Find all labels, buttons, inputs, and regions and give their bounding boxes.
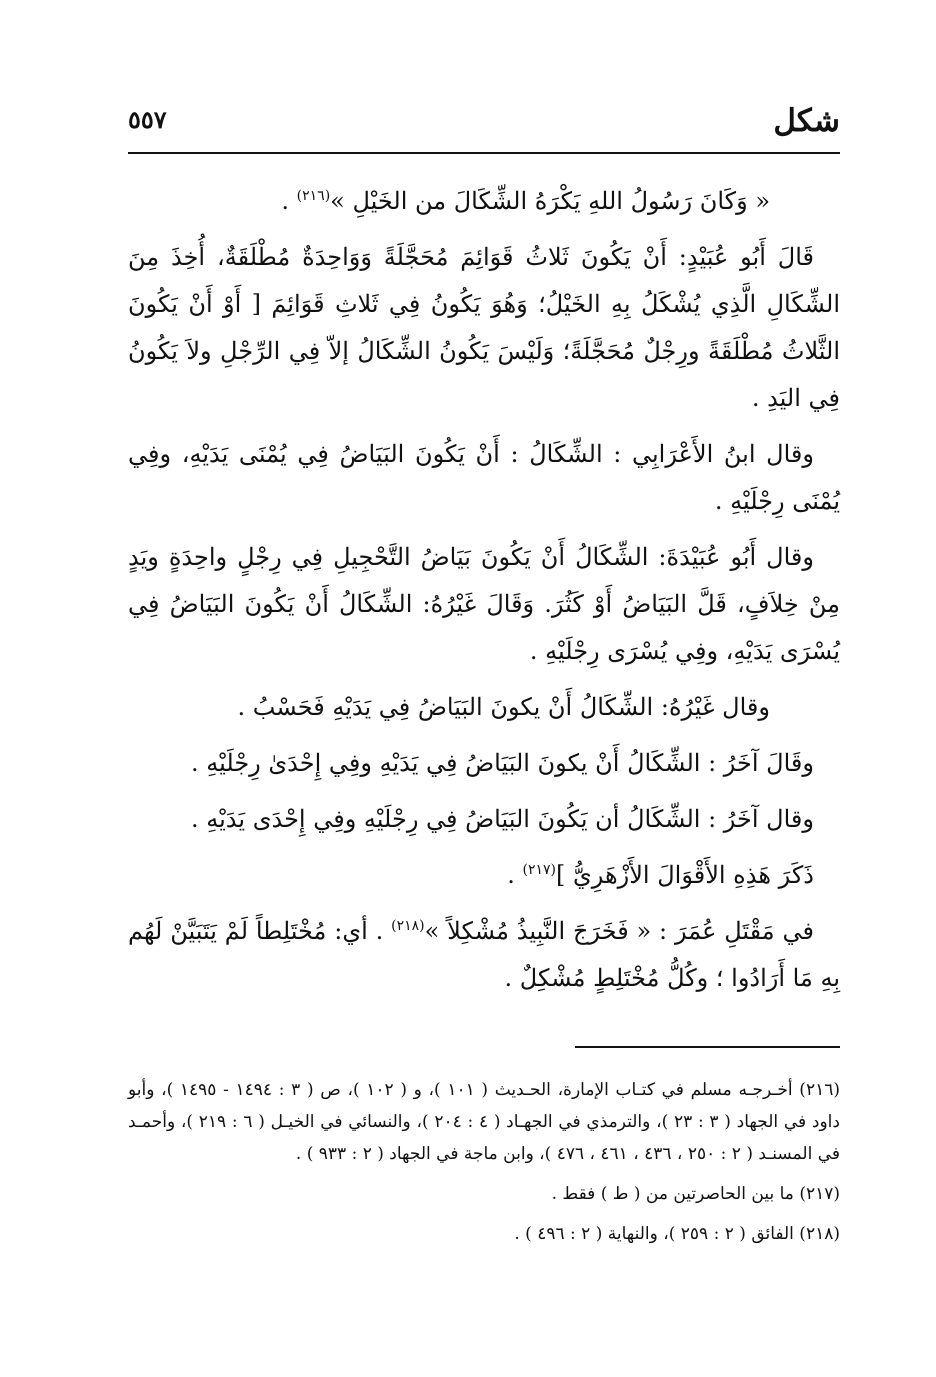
footnotes [128, 1074, 840, 1258]
page-header [128, 96, 840, 156]
paragraph-hadith: « وَكَانَ رَسُولُ اللهِ يَكْرَهُ الشِّكَالَ من الخَيْلِ »$^{(٢١٦)}$ . [281, 187, 770, 215]
paragraph-ibn-alarabi: وقال ابنُ الأَعْرَابِي : الشِّكَالُ : أَنْ يَكُونَ البَيَاضُ فِي يُمْنَى يَدَيْهِ، وفِي يُمْنَى رِجْلَيْهِ . [128, 440, 840, 515]
footnote-ref-217[interactable]: (٢١٧) [522, 862, 556, 878]
paragraph-other-2: وقَالَ آخَرُ : الشِّكَالُ أَنْ يكونَ البَيَاضُ فِي يَدَيْهِ وفِي إِحْدَىٰ رِجْلَيْهِ . [191, 749, 814, 777]
footnote-216: (٢١٦) أخـرجـه مسلم في كتـاب الإمارة، الحـديث ( ١٠١ )، و ( ١٠٢ )، ص ( ٣ : ١٤٩٤ - ١٤٩٥ )، وأبو داود في الجهاد ( ٣ : ٢٣ )، والترمذي في الجهـاد ( ٤ : ٢٠٤ )، والنسائي في الخيـل ( ٦ : ٢١٩ )، وأحمـد في المسنـد ( ٢ : ٢٥٠ ، ٤٣٦ ، ٤٦١ ، ٤٧٦ )، وابن ماجة في الجهاد ( ٢ : ٩٣٣ ) . [128, 1080, 840, 1164]
footnote-ref-218[interactable]: (٢١٨) [391, 918, 425, 934]
page-number: ٥٥٧ [128, 105, 167, 134]
footnote-218: (٢١٨) الفائق ( ٢ : ٢٥٩ )، والنهاية ( ٢ : ٤٩٦ ) . [514, 1224, 840, 1244]
paragraph-azhari: ذَكَرَ هَذِهِ الأَقْوَالَ الأَزْهَرِيُّ ]$^{(٢١٧)}$ . [507, 861, 814, 889]
paragraph-umar: في مَقْتَلِ عُمَرَ : « فَخَرَجَ النَّبِيذُ مُشْكِلاً »$^{(٢١٨)}$ . أي: مُخْتَلِطاً لَمْ يَتَبَيَّنْ لَهُم بِهِ مَا أَرَادُوا ؛ وكُلُّ مُخْتَلِطٍ مُشْكِلٌ . [128, 917, 840, 992]
footnote-217: (٢١٧) ما بين الحاصرتين من ( ط ) فقط . [551, 1184, 840, 1204]
footnote-divider [575, 1046, 840, 1048]
paragraph-other-1: وقال غَيْرُهُ: الشِّكَالُ أَنْ يكونَ البَيَاضُ فِي يَدَيْهِ فَحَسْبُ . [237, 693, 770, 721]
paragraph-abu-ubayda: وقال أَبُو عُبَيْدَةَ: الشِّكَالُ أَنْ يَكُونَ بَيَاضُ التَّحْجِيلِ فِي رِجْلٍ واحِدَةٍ ويَدٍ مِنْ خِلاَفٍ، قَلَّ البَيَاضُ أَوْ كَثُرَ. وَقَالَ غَيْرُهُ: الشِّكَالُ أَنْ يَكُونَ البَيَاضُ فِي يُسْرَى يَدَيْهِ، وفِي يُسْرَى رِجْلَيْهِ . [128, 543, 840, 665]
entry-heading: شكل [773, 103, 840, 139]
header-divider [128, 152, 840, 154]
footnote-ref-216[interactable]: (٢١٦) [296, 188, 331, 204]
paragraph-abu-ubayd: قَالَ أَبُو عُبَيْدٍ: أَنْ يَكُونَ ثَلاثُ قَوَائِمَ مُحَجَّلَةً وَوَاحِدَةٌ مُطْلَقَةٌ، أُخِذَ مِنَ الشِّكَالِ الَّذِي يُشْكَلُ بِهِ الخَيْلُ؛ وَهُوَ يَكُونُ فِي ثَلاثِ قَوَائِمَ [ أَوْ أَنْ يَكُونَ الثَّلاثُ مُطْلَقَةً ورِجْلٌ مُحَجَّلَةً؛ وَلَيْسَ يَكُونُ الشِّكَالُ إلاّ فِي الرِّجْلِ ولاَ يَكُونُ فِي اليَدِ . [128, 243, 840, 412]
main-text [128, 178, 840, 1011]
paragraph-other-3: وقال آخَرُ : الشِّكَالُ أن يَكُونَ البَيَاضُ فِي رِجْلَيْهِ وفِي إِحْدَى يَدَيْهِ . [191, 805, 814, 833]
